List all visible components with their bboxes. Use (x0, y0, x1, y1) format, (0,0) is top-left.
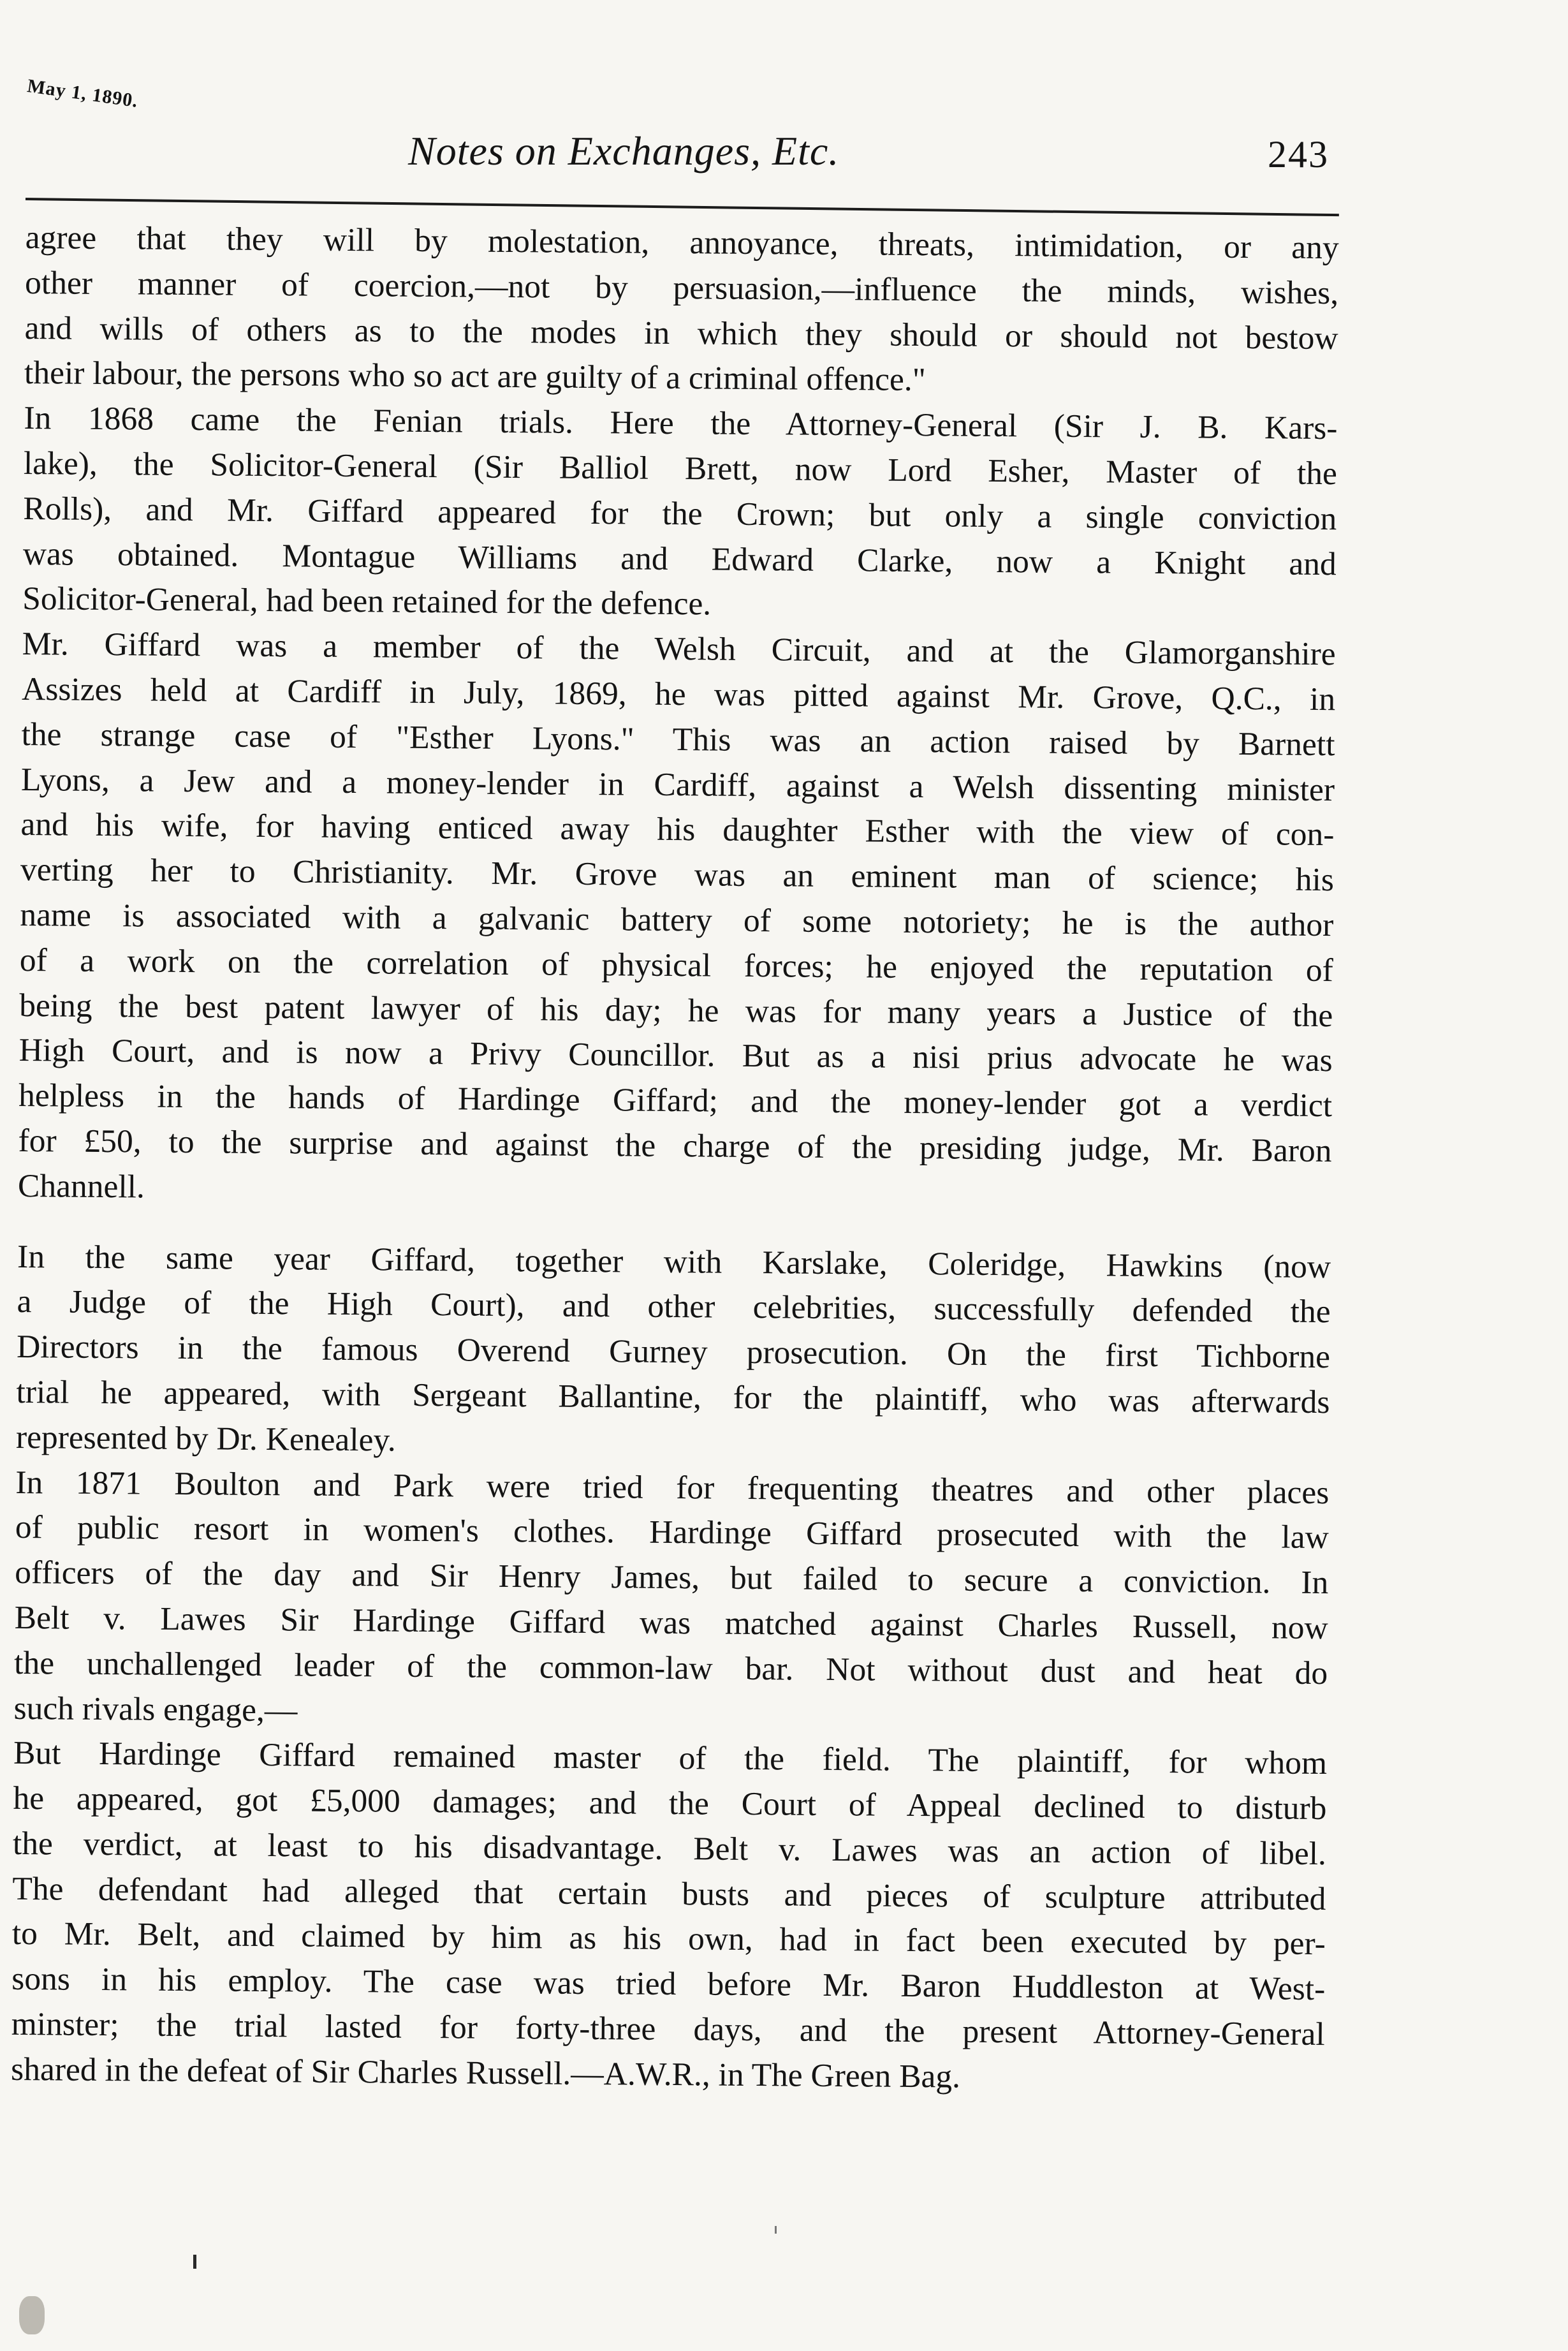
text-line: a Judge of the High Court), and other celebrities, successfully defended the (17, 1283, 1331, 1330)
text-line: and wills of others as to the modes in which they should or should not bestow (24, 309, 1338, 357)
text-line: helpless in the hands of Hardinge Giffard; and the money-lender got a verdict (18, 1077, 1333, 1124)
text-line: their labour, the persons who so act are guilty of a criminal offence." (24, 355, 927, 399)
text-line: The defendant had alleged that certain busts and pieces of sculpture attributed (12, 1870, 1326, 1917)
text-line: shared in the defeat of Sir Charles Russell.—A.W.R., in The Green Bag. (10, 2051, 961, 2095)
text-line: the verdict, at least to his disadvantage. Belt v. Lawes was an action of libel. (12, 1825, 1327, 1872)
text-line: being the best patent lawyer of his day; he was for many years a Justice of the (19, 987, 1333, 1034)
text-line: Lyons, a Jew and a money-lender in Cardiff, against a Welsh dissenting minister (20, 761, 1335, 808)
text-line: Rolls), and Mr. Giffard appeared for the Crown; but only a single conviction (23, 490, 1337, 537)
text-line: Assizes held at Cardiff in July, 1869, he was pitted against Mr. Grove, Q.C., in (21, 670, 1336, 718)
text-line: Belt v. Lawes Sir Hardinge Giffard was matched against Charles Russell, now (14, 1599, 1328, 1647)
text-line: such rivals engage,— (13, 1690, 298, 1728)
text-line: In the same year Giffard, together with Karslake, Coleridge, Hawkins (now (17, 1238, 1331, 1285)
running-title: Notes on Exchanges, Etc. (408, 128, 840, 173)
text-line: lake), the Solicitor-General (Sir Balliol Brett, now Lord Esher, Master of the (23, 445, 1338, 492)
text-line: and his wife, for having enticed away his daughter Esther with the view of con- (20, 806, 1335, 853)
scan-speck (775, 2226, 777, 2234)
text-line: other manner of coercion,—not by persuasion,—influence the minds, wishes, (24, 264, 1339, 311)
text-line: High Court, and is now a Privy Councillor. But as a nisi prius advocate he was (18, 1032, 1333, 1079)
text-line: In 1868 came the Fenian trials. Here the Attorney-General (Sir J. B. Kars- (24, 400, 1338, 447)
text-line: he appeared, got £5,000 damages; and the Court of Appeal declined to disturb (13, 1780, 1327, 1827)
text-line: of a work on the correlation of physical forces; he enjoyed the reputation of (19, 941, 1333, 989)
text-line: was obtained. Montague Williams and Edward Clarke, now a Knight and (22, 535, 1337, 582)
text-line: name is associated with a galvanic battery of some notoriety; he is the author (20, 896, 1334, 944)
text-line: agree that they will by molestation, annoyance, threats, intimidation, or any (25, 219, 1339, 267)
article-body (11, 216, 1339, 2114)
text-line: Solicitor-General, had been retained for the defence. (22, 580, 712, 623)
text-line: Mr. Giffard was a member of the Welsh Circuit, and at the Glamorganshire (22, 626, 1336, 673)
text-line: But Hardinge Giffard remained master of the field. The plaintiff, for whom (13, 1735, 1328, 1782)
text-line: the strange case of "Esther Lyons." This was an action raised by Barnett (21, 716, 1335, 763)
text-line: officers of the day and Sir Henry James, but failed to secure a conviction. In (15, 1554, 1329, 1602)
text-line: the unchallenged leader of the common-law bar. Not without dust and heat do (13, 1644, 1328, 1691)
text-line: In 1871 Boulton and Park were tried for frequenting theatres and other places (15, 1464, 1330, 1511)
text-line: verting her to Christianity. Mr. Grove was an eminent man of science; his (20, 851, 1335, 899)
text-line: of public resort in women's clothes. Hardinge Giffard prosecuted with the law (15, 1509, 1330, 1556)
text-line: represented by Dr. Kenealey. (15, 1419, 396, 1459)
scan-speck (193, 2255, 196, 2269)
scan-speck (19, 2296, 45, 2334)
text-line: Channell. (17, 1167, 145, 1205)
page-header (0, 128, 1568, 204)
text-line: trial he appeared, with Sergeant Ballantine, for the plaintiff, who was afterwards (16, 1373, 1330, 1421)
issue-date: May 1, 1890. (26, 75, 140, 112)
text-line: Directors in the famous Overend Gurney prosecution. On the first Tichborne (16, 1329, 1331, 1376)
text-line: minster; the trial lasted for forty-three days, and the present Attorney-General (11, 2005, 1325, 2053)
text-line: to Mr. Belt, and claimed by him as his own, had in fact been executed by per- (11, 1915, 1326, 1963)
text-line: sons in his employ. The case was tried before Mr. Baron Huddleston at West- (11, 1961, 1326, 2008)
text-line: for £50, to the surprise and against the charge of the presiding judge, Mr. Baron (18, 1122, 1332, 1170)
page-number: 243 (1268, 133, 1329, 175)
